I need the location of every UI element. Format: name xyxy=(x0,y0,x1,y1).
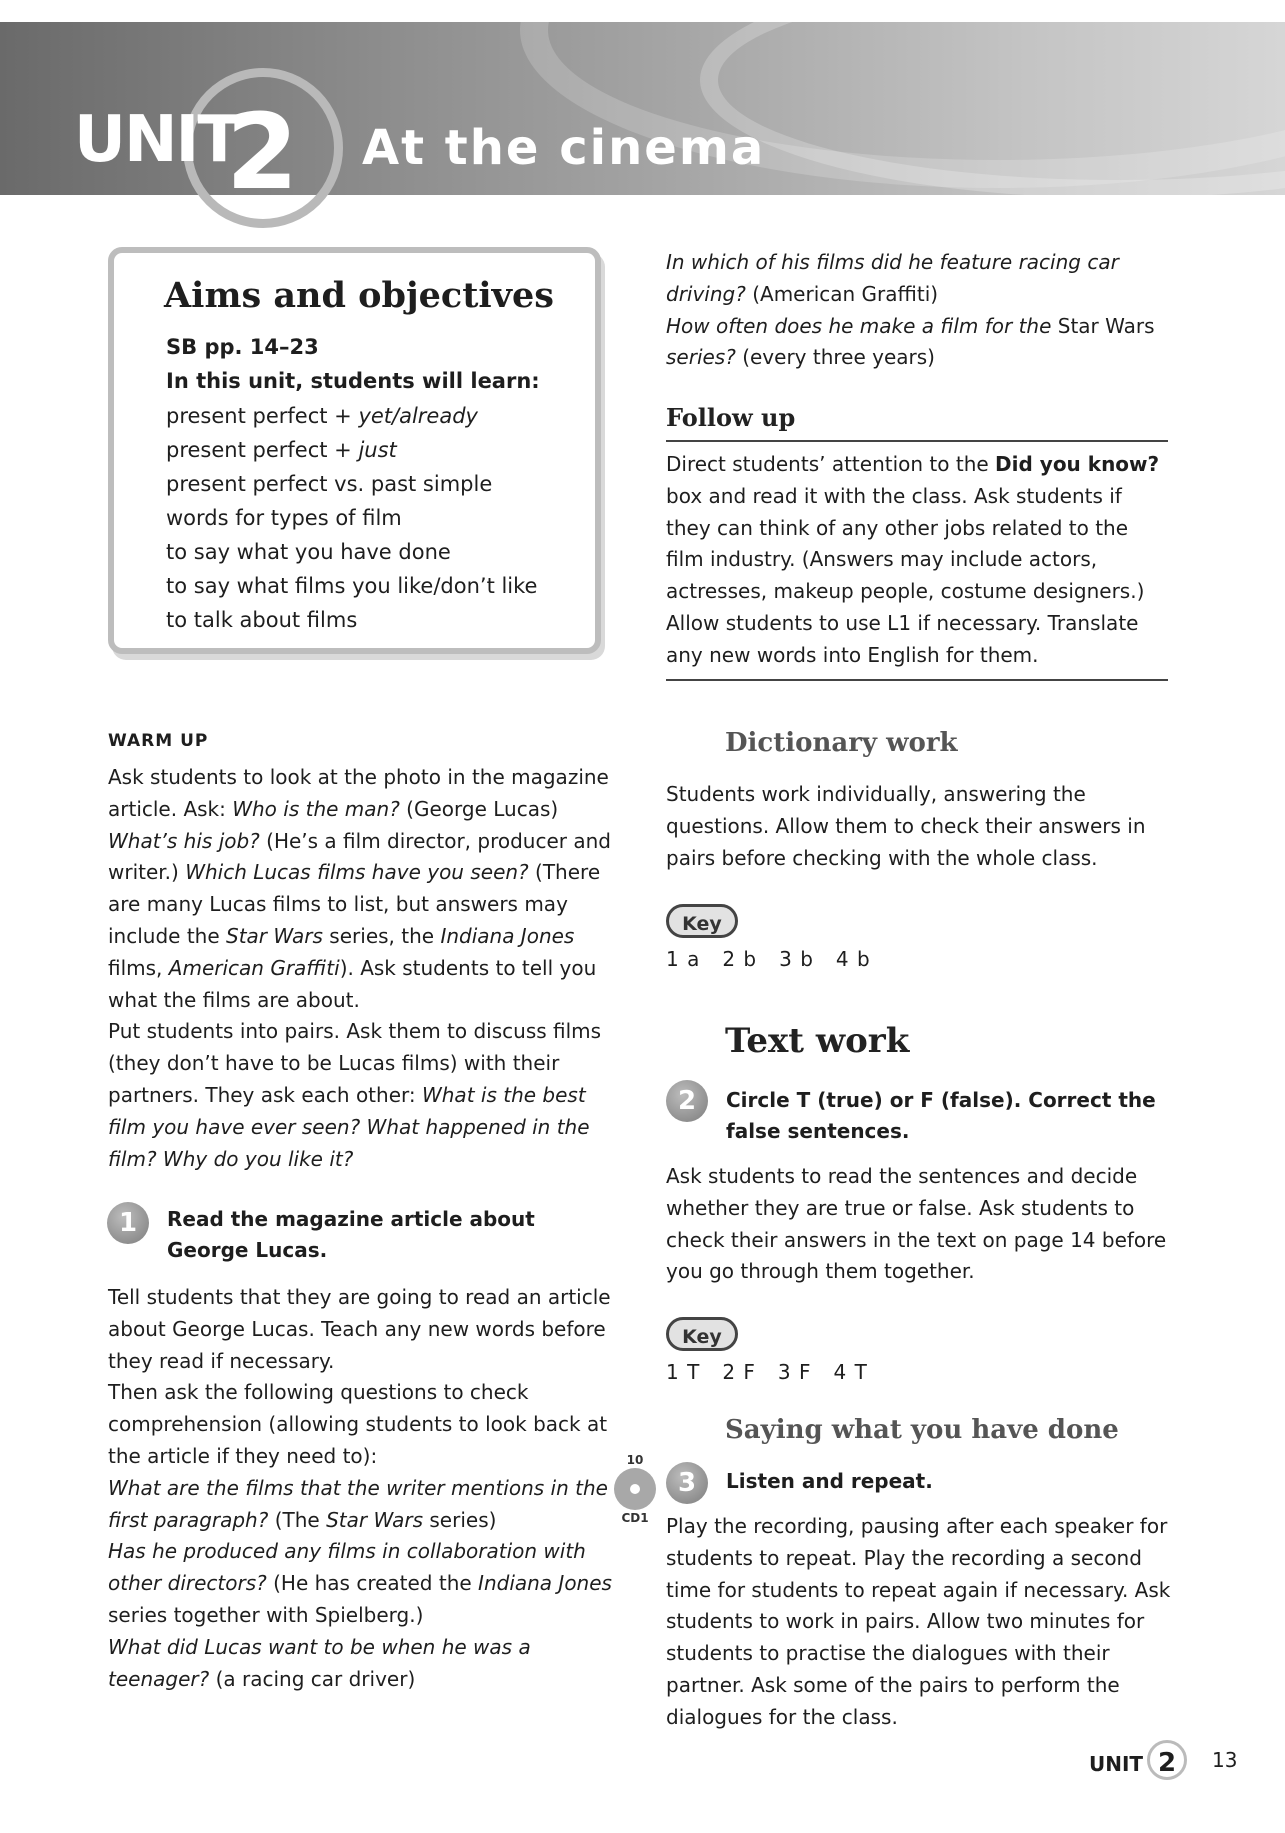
aims-item: present perfect vs. past simple xyxy=(166,472,493,496)
aims-item: to say what films you like/don’t like xyxy=(166,574,538,598)
paragraph: Ask students to look at the photo in the magazine article. Ask: Who is the man? (George Lucas) What’s his job? (He’s a film director, producer and writer.) Which Lucas films have you seen? (There are many Lucas films to list, but answers may include the Star Wars series, the Indiana Jones films, American Graffiti). Ask students to tell you what the films are about. xyxy=(108,765,611,1012)
dictionary-heading: Dictionary work xyxy=(725,728,958,758)
paragraph: Then ask the following questions to check comprehension (allowing students to look back at the article if they need to): xyxy=(108,1380,608,1468)
key-answers xyxy=(666,1360,890,1384)
footer-unit: UNIT 2 xyxy=(1089,1740,1187,1780)
key-answer: 2 b xyxy=(722,947,758,971)
key-tag: Key xyxy=(666,904,738,938)
right-top-questions xyxy=(666,247,1171,374)
aims-box xyxy=(108,247,601,654)
footer-unit-number: 2 xyxy=(1147,1740,1187,1780)
unit-number: 2 xyxy=(226,91,299,213)
text-work-text: Ask students to read the sentences and decide whether they are true or false. Ask students to check their answers in the text on page 14 before you go through them together. xyxy=(666,1164,1167,1284)
question: How often does he make a film for the Star Wars series? (every three years) xyxy=(666,313,1155,370)
key-answer: 1 T xyxy=(666,1360,701,1384)
aims-heading: Aims and objectives xyxy=(164,275,554,316)
aims-list xyxy=(166,399,537,637)
exercise-1-text xyxy=(108,1282,613,1695)
follow-up-text: Direct students’ attention to the Did you know? box and read it with the class. Ask students if they can think of any other jobs related to the film industry. (Answers may include actors, actresses, makeup people, costume designers.) Allow students to use L1 if necessary. Translate any new words into English for them. xyxy=(666,452,1160,667)
rule xyxy=(666,440,1168,442)
track-number: 10 xyxy=(626,1453,644,1467)
text-work-heading: Text work xyxy=(725,1021,910,1061)
paragraph: Put students into pairs. Ask them to discuss films (they don’t have to be Lucas films) with their partners. They ask each other: What is the best film you have ever seen? What happened in the film? Why do you like it? xyxy=(108,1019,602,1171)
page-title: At the cinema xyxy=(362,120,766,176)
aims-item: to say what you have done xyxy=(166,540,451,564)
exercise-task: Circle T (true) or F (false). Correct the false sentences. xyxy=(726,1088,1156,1143)
aims-item: present perfect + yet/already xyxy=(166,404,478,428)
dictionary-text: Students work individually, answering the questions. Allow them to check their answers in pairs before checking with the whole class. xyxy=(666,782,1146,870)
aims-item: to talk about films xyxy=(166,608,358,632)
question: Has he produced any films in collaboration with other directors? (He has created the Indiana Jones series together with Spielberg.) xyxy=(108,1539,612,1627)
exercise-number-badge: 2 xyxy=(666,1080,708,1122)
key-answer: 2 F xyxy=(722,1360,756,1384)
exercise-task: Listen and repeat. xyxy=(726,1469,933,1493)
unit-label: UNIT xyxy=(74,103,239,177)
question: In which of his films did he feature racing car driving? (American Graffiti) xyxy=(666,250,1119,306)
key-answer: 3 b xyxy=(779,947,814,971)
page-number: 13 xyxy=(1212,1748,1238,1772)
aims-item: present perfect + just xyxy=(166,438,397,462)
cd-icon xyxy=(614,1468,656,1510)
rule xyxy=(666,679,1168,681)
key-answer: 4 T xyxy=(833,1360,868,1384)
aims-intro: In this unit, students will learn: xyxy=(166,369,540,393)
key-tag: Key xyxy=(666,1317,738,1351)
audio-cd-marker xyxy=(608,1452,662,1526)
warm-up-text xyxy=(108,762,613,1175)
paragraph: Tell students that they are going to read an article about George Lucas. Teach any new words before they read if necessary. xyxy=(108,1285,611,1373)
exercise-task: Read the magazine article about George Lucas. xyxy=(167,1207,535,1262)
aims-pages: SB pp. 14–23 xyxy=(166,335,319,359)
cd-label: CD1 xyxy=(621,1511,649,1525)
aims-item: words for types of film xyxy=(166,506,402,530)
warm-up-heading: WARM UP xyxy=(108,731,209,751)
exercise-number-badge: 1 xyxy=(107,1202,149,1244)
saying-heading: Saying what you have done xyxy=(725,1415,1119,1445)
key-answer: 1 a xyxy=(666,947,701,971)
key-answer: 4 b xyxy=(835,947,871,971)
question: What did Lucas want to be when he was a teenager? (a racing car driver) xyxy=(108,1634,531,1691)
key-answers xyxy=(666,947,893,971)
exercise-number-badge: 3 xyxy=(666,1462,708,1504)
saying-text: Play the recording, pausing after each speaker for students to repeat. Play the recording a second time for students to repeat again if necessary. Ask students to work in pairs. Allow two minutes for students to practise the dialogues with their partner. Ask some of the pairs to perform the dialogues for the class. xyxy=(666,1514,1171,1729)
follow-up-heading: Follow up xyxy=(666,403,796,432)
question: What are the films that the writer mentions in the first paragraph? (The Star Wars series) xyxy=(108,1475,608,1532)
key-answer: 3 F xyxy=(777,1360,812,1384)
